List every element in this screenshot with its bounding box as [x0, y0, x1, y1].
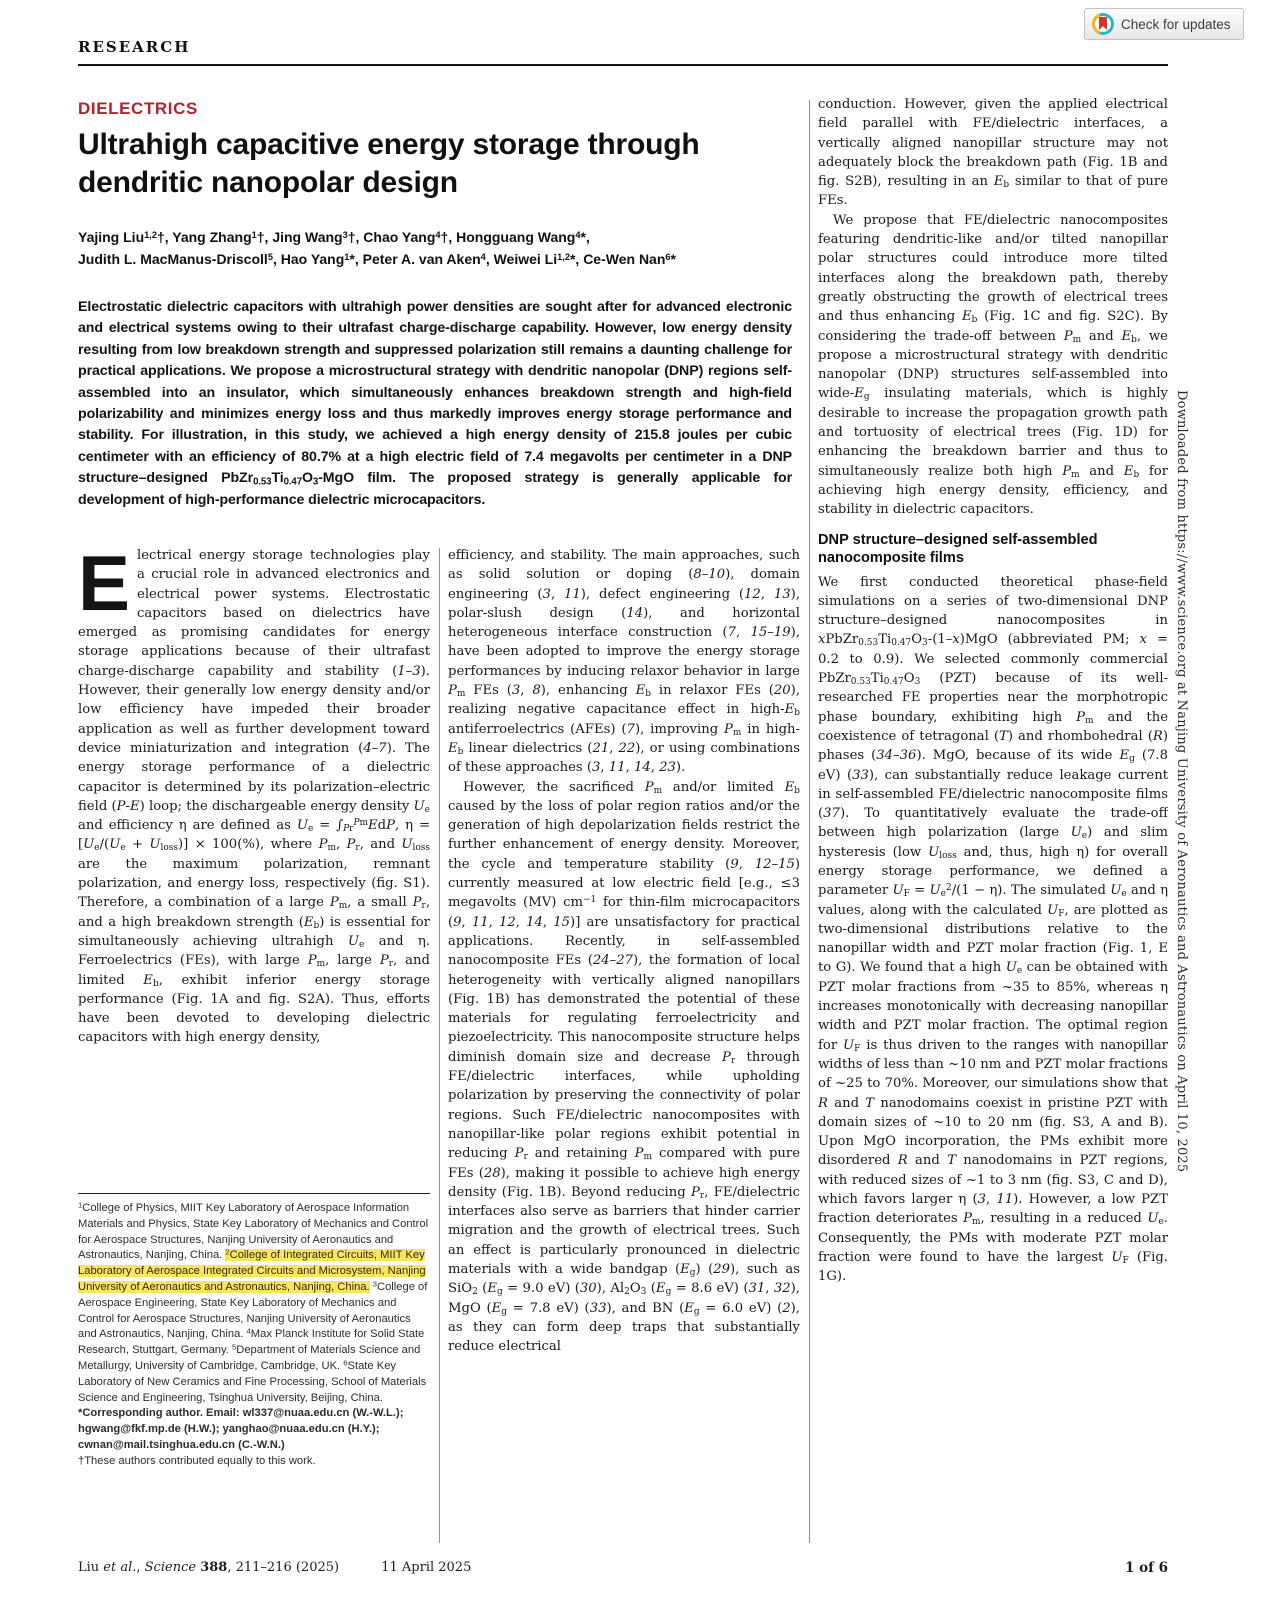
footer-citation: Liu et al., Science 388, 211–216 (2025): [78, 1560, 340, 1575]
paragraph: conduction. However, given the applied electrical field parallel with FE/dielectric interfaces, a vertically aligned nanopillar structure may not adequately block the breakdown path (Fig. 1B and fig. S2B), resulting in an $E_b$ similar to that of pure FEs.: [818, 97, 1168, 209]
equal-contribution-note: †These authors contributed equally to this work.: [78, 1454, 316, 1467]
abstract: Electrostatic dielectric capacitors with ultrahigh power densities are sought after for advanced electronic and electrical systems owing to their ultrafast charge-discharge capability. However, low energy density resulting from low breakdown strength and suppressed polarization still remains a daunting challenge for practical applications. We propose a microstructural strategy with dendritic nanopolar (DNP) regions self-assembled into an insulator, which simultaneously enhances breakdown strength and high-field polarizability and minimizes energy loss and thus markedly improves energy storage performance and stability. For illustration, in this study, we achieved a high energy density of 215.8 joules per cubic centimeter with an efficiency of 80.7% at a high electric field of 7.4 megavolts per centimeter in a DNP structure–designed $PbZr_{0.53}Ti_{0.47}O_3$-MgO film. The proposed strategy is generally applicable for development of high-performance dielectric microcapacitors.: [78, 299, 793, 508]
download-provenance-text: Downloaded from https://www.science.org at Nanjing University of Aeronautics and Astronautics on April 10, 2025: [1174, 390, 1189, 1173]
footer-date: 11 April 2025: [381, 1560, 472, 1575]
paragraph: efficiency, and stability. The main approaches, such as solid solution or doping (8–10), domain engineering (3, 11), defect engineering (12, 13), polar-slush design (14), and horizontal heterogeneous interface construction (7, 15–19), have been adopted to improve the energy storage performances by inducing relaxor behavior in large $P_m$ FEs (3, 8), enhancing $E_b$ in relaxor FEs (20), realizing negative capacitance effect in high-$E_b$ antiferroelectrics (AFEs) (7), improving $P_m$ in high-$E_b$ linear dielectrics (21, 22), or using combinations of these approaches (3, 11, 14, 23).: [448, 548, 800, 776]
paragraph: [78, 546, 430, 1048]
body-column-2: [448, 546, 800, 1546]
check-for-updates-label: Check for updates: [1121, 16, 1231, 32]
corresponding-author-note: *Corresponding author. Email: wl337@nuaa.edu.cn (W.-W.L.); hgwang@fkf.mp.de (H.W.); yanghao@nuaa.edu.cn (H.Y.); cwnan@mail.tsinghua.edu.cn (C.-W.N.): [78, 1407, 404, 1451]
body-column-3: [818, 95, 1168, 1547]
author-list: [78, 227, 778, 270]
paragraph: We first conducted theoretical phase-field simulations on a series of two-dimensional DNP structure–designed nanocomposites in $xPbZr_{0.53}Ti_{0.47}O_3-(1-x)MgO$ (abbreviated PM; x = 0.2 to 0.9). We selected commonly commercial $PbZr_{0.53}Ti_{0.47}O_3$ (PZT) because of its well-researched FE properties near the morphotropic phase boundary, exhibiting high $P_m$ and the coexistence of tetragonal (T) and rhombohedral (R) phases (34–36). MgO, because of its wide $E_g$ (7.8 eV) (33), can substantially reduce leakage current in self-assembled FE/dielectric nanocomposite films (37). To quantitatively evaluate the trade-off between high polarization (large $U_e$) and slim hysteresis (low $U_{loss}$ and, thus, high η) for overall energy storage performance, we defined a parameter $U_F = U_e^2/(1 - \eta)$. The simulated $U_e$ and η values, along with the calculated $U_F$, are plotted as two-dimensional distributions relative to the nanopillar width and PZT molar fraction (Fig. 1, E to G). We found that a high $U_e$ can be obtained with PZT molar fractions from ~35 to 85%, whereas η increases monotonically with decreasing nanopillar width and PZT molar fraction. The optimal region for $U_F$ is thus driven to the ranges with nanopillar widths of less than ~10 nm and PZT molar fractions of ~25 to 70%. Moreover, our simulations show that R and T nanodomains coexist in pristine PZT with domain sizes of ~10 to 20 nm (fig. S3, A and B). Upon MgO incorporation, the PMs exhibit more disordered R and T nanodomains in PZT regions, with reduced sizes of ~1 to 3 nm (fig. S3, C and D), which favors larger η (3, 11). However, a low PZT fraction deteriorates $P_m$, resulting in a reduced $U_e$. Consequently, the PMs with moderate PZT molar fraction were found to have the largest $U_F$ (Fig. 1G).: [818, 574, 1168, 1285]
article-title: Ultrahigh capacitive energy storage through dendritic nanopolar design: [78, 128, 700, 199]
paragraph: However, the sacrificed $P_m$ and/or limited $E_b$ caused by the loss of polar region ratios and/or the generation of high depolarization fields restrict the further enhancement of energy density. Moreover, the cycle and temperature stability (9, 12–15) currently measured at low electric field [e.g., ≤3 megavolts (MV) $cm^{-1}$ for thin-film microcapacitors (9, 11, 12, 14, 15)] are unsatisfactory for practical applications. Recently, in self-assembled nanocomposite FEs (24–27), the formation of local heterogeneity with vertically aligned nanopillars (Fig. 1B) has demonstrated the potential of these materials for regulating ferroelectricity and piezoelectricity. This nanocomposite structure helps diminish domain size and decrease $P_r$ through FE/dielectric interfaces, while upholding polarization by preserving the connectivity of polar regions. Such FE/dielectric nanocomposites with nanopillar-like polar regions exhibit potential in reducing $P_r$ and retaining $P_m$ compared with pure FEs (28), making it possible to achieve high energy density (Fig. 1B). Beyond reducing $P_r$, FE/dielectric interfaces also serve as barriers that hinder carrier migration and the growth of electrical trees. Such an effect is particularly pronounced in dielectric materials with a wide bandgap $(E_g)$ (29), such as SiO$_2$ ($E_g = 9.0$ eV) (30), $Al_2O_3$ ($E_g = 8.6$ eV) (31, 32), MgO ($E_g = 7.8$ eV) (33), and BN ($E_g = 6.0$ eV) (2), as they can form deep traps that substantially reduce electrical: [448, 779, 800, 1355]
author-line-1: Yajing Liu$^{1,2}$†, Yang Zhang$^1$†, Jing Wang$^3$†, Chao Yang$^4$†, Hongguang Wang$^4$*,: [78, 229, 590, 245]
section-label: DIELECTRICS: [78, 99, 198, 118]
paragraph: We propose that FE/dielectric nanocomposites featuring dendritic-like and/or tilted nanopillar polar structures could introduce more tilted interfaces along the breakdown path, thereby greatly obstructing the growth of electrical trees and thus enhancing $E_b$ (Fig. 1C and fig. S2C). By considering the trade-off between $P_m$ and $E_b$, we propose a microstructural strategy with dendritic nanopolar (DNP) structures self-assembled into wide-$E_g$ insulating materials, which is highly desirable to increase the propagation growth path and tortuosity of electrical trees (Fig. 1D) for enhancing the breakdown barrier and thus to simultaneously realize both high $P_m$ and $E_b$ for achieving high energy density, efficiency, and stability in dielectric capacitors.: [818, 212, 1168, 518]
drop-cap: E: [78, 546, 131, 627]
column-divider-2: [809, 100, 810, 1543]
author-line-2: Judith L. MacManus-Driscoll$^5$, Hao Yang$^1$*, Peter A. van Aken$^4$, Weiwei Li$^{1,2}$*, Ce-Wen Nan$^6$*: [78, 250, 676, 267]
column-divider-1: [439, 548, 440, 1543]
check-for-updates-button[interactable]: [1084, 8, 1244, 40]
crossmark-icon: [1092, 13, 1114, 35]
paragraph-text: lectrical energy storage technologies play a crucial role in advanced electronics and electrical power systems. Electrostatic capacitors based on dielectrics have emerged as promising candidates for energy storage applications because of their ultrafast charge-discharge capability and stability (1–3). However, their generally low energy density and/or low efficiency have impeded their broader application as well as further development toward device miniaturization and integration (4–7). The energy storage performance of a dielectric capacitor is determined by its polarization–electric field (P-E) loop; the dischargeable energy density $U_e$ and efficiency η are defined as $U_e = \int_{Pr}^{Pm}EdP$, $\eta = [U_e/(U_e + U_{loss})] \times 100(\%)$, where $P_m$, $P_r$, and $U_{loss}$ are the maximum polarization, remnant polarization, and energy loss, respectively (fig. S1). Therefore, a combination of a large $P_m$, a small $P_r$, and a high breakdown strength $(E_b)$ is essential for simultaneously achieving ultrahigh $U_e$ and η. Ferroelectrics (FEs), with large $P_m$, large $P_r$, and limited $E_b$, exhibit inferior energy storage performance (Fig. 1A and fig. S2A). Thus, efforts have been devoted to developing dielectric capacitors with high energy density,: [78, 548, 430, 1046]
page-footer: [78, 1560, 1168, 1576]
affiliations-note: $^1$College of Physics, MIIT Key Laboratory of Aerospace Information Materials and Physics, State Key Laboratory of Mechanics and Control for Aerospace Structures, Nanjing University of Aeronautics and Astronautics, Nanjing, China. $^2$College of Integrated Circuits, MIIT Key Laboratory of Aerospace Integrated Circuits and Microsystem, Nanjing University of Aeronautics and Astronautics, Nanjing, China. $^3$College of Aerospace Engineering, State Key Laboratory of Mechanics and Control for Aerospace Structures, Nanjing University of Aeronautics and Astronautics, Nanjing, China. $^4$Max Planck Institute for Solid State Research, Stuttgart, Germany. $^5$Department of Materials Science and Metallurgy, University of Cambridge, Cambridge, UK. $^6$State Key Laboratory of New Ceramics and Fine Processing, School of Materials Science and Engineering, Tsinghua University, Beijing, China.: [78, 1200, 429, 1404]
bookmark-icon: [1099, 17, 1107, 30]
body-column-1: [78, 546, 430, 1160]
header-rule: [78, 64, 1168, 66]
section-heading: DNP structure–designed self-assembled nanocomposite films: [818, 531, 1098, 567]
research-kicker: RESEARCH: [78, 38, 191, 56]
footnotes: [78, 1193, 430, 1470]
footer-page-number: 1 of 6: [1125, 1560, 1168, 1576]
